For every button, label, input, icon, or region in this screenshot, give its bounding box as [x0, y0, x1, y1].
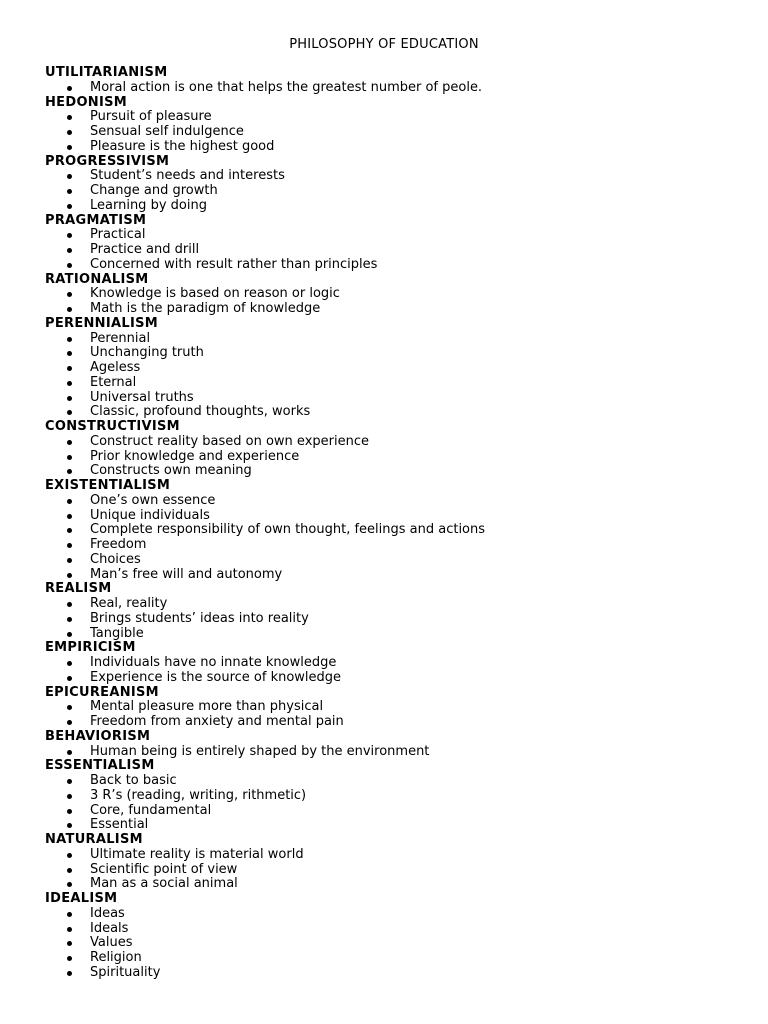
section-heading: PROGRESSIVISM	[45, 153, 170, 169]
bullet-icon	[67, 514, 72, 519]
list-item-text: Complete responsibility of own thought, feelings and actions	[90, 522, 486, 538]
list-item	[45, 140, 745, 155]
bullet-icon	[67, 971, 72, 976]
bullet-list	[45, 435, 745, 479]
bullet-list	[45, 597, 745, 641]
list-item-text: Real, reality	[90, 596, 168, 611]
bullet-list	[45, 228, 745, 272]
list-item	[45, 509, 745, 524]
list-item-text: Student’s needs and interests	[90, 168, 285, 184]
list-item	[45, 125, 745, 140]
bullet-icon	[67, 809, 72, 814]
list-item	[45, 671, 745, 686]
bullet-icon	[67, 558, 72, 563]
list-item-text: Classic, profound thoughts, works	[90, 404, 311, 420]
list-item	[45, 243, 745, 258]
bullet-icon	[67, 941, 72, 946]
philosophy-section	[45, 214, 745, 273]
list-item-text: Prior knowledge and experience	[90, 448, 300, 464]
list-item-text: Freedom	[90, 537, 147, 552]
list-item-text: Unique individuals	[90, 507, 210, 523]
list-item-text: Moral action is one that helps the greatest number of peole.	[90, 79, 483, 95]
bullet-list	[45, 907, 745, 981]
list-item	[45, 450, 745, 465]
bullet-icon	[67, 853, 72, 858]
list-item	[45, 464, 745, 479]
list-item-text: Sensual self indulgence	[90, 124, 244, 139]
bullet-list	[45, 494, 745, 583]
list-item	[45, 936, 745, 951]
list-item	[45, 376, 745, 391]
section-heading: PRAGMATISM	[45, 212, 147, 228]
list-item-text: Values	[90, 935, 133, 951]
list-item-text: Change and growth	[90, 183, 218, 198]
list-item	[45, 332, 745, 347]
bullet-icon	[67, 720, 72, 725]
list-item	[45, 966, 745, 981]
philosophy-section	[45, 66, 745, 96]
bullet-icon	[67, 528, 72, 533]
list-item	[45, 656, 745, 671]
list-item-text: Construct reality based on own experience	[90, 433, 369, 449]
bullet-icon	[67, 779, 72, 784]
list-item	[45, 169, 745, 184]
bullet-icon	[67, 115, 72, 120]
philosophy-section	[45, 317, 745, 420]
bullet-icon	[67, 174, 72, 179]
list-item-text: Man as a social animal	[90, 876, 238, 892]
list-item	[45, 302, 745, 317]
bullet-list	[45, 700, 745, 730]
section-heading: PERENNIALISM	[45, 315, 158, 331]
bullet-icon	[67, 882, 72, 887]
philosophy-section	[45, 833, 745, 892]
bullet-icon	[67, 602, 72, 607]
list-item	[45, 184, 745, 199]
philosophy-section	[45, 730, 745, 760]
list-item	[45, 361, 745, 376]
list-item	[45, 804, 745, 819]
list-item-text: Perennial	[90, 330, 151, 346]
list-item	[45, 110, 745, 125]
bullet-list	[45, 169, 745, 213]
section-heading: EXISTENTIALISM	[45, 478, 171, 493]
section-heading: IDEALISM	[45, 891, 118, 906]
bullet-icon	[67, 632, 72, 637]
list-item-text: Spirituality	[90, 964, 161, 980]
list-item	[45, 818, 745, 833]
list-item-text: Practice and drill	[90, 242, 200, 257]
bullet-icon	[67, 351, 72, 356]
bullet-icon	[67, 307, 72, 312]
section-heading: UTILITARIANISM	[45, 65, 168, 80]
list-item	[45, 745, 745, 760]
bullet-icon	[67, 145, 72, 150]
list-item	[45, 287, 745, 302]
list-item	[45, 877, 745, 892]
list-item	[45, 848, 745, 863]
list-item-text: Pursuit of pleasure	[90, 109, 212, 125]
bullet-icon	[67, 927, 72, 932]
bullet-list	[45, 332, 745, 421]
philosophy-section	[45, 582, 745, 641]
bullet-icon	[67, 233, 72, 238]
list-item-text: Pleasure is the highest good	[90, 138, 275, 154]
list-item-text: Constructs own meaning	[90, 463, 252, 479]
section-heading: RATIONALISM	[45, 271, 149, 287]
list-item	[45, 391, 745, 406]
list-item	[45, 715, 745, 730]
document-title: PHILOSOPHY OF EDUCATION	[289, 37, 479, 52]
list-item-text: Human being is entirely shaped by the environment	[90, 743, 430, 759]
list-item	[45, 612, 745, 627]
bullet-icon	[67, 410, 72, 415]
list-item	[45, 199, 745, 214]
list-item-text: Religion	[90, 950, 142, 965]
list-item	[45, 922, 745, 937]
bullet-icon	[67, 573, 72, 578]
philosophy-section	[45, 686, 745, 730]
list-item-text: Learning by doing	[90, 197, 207, 213]
list-item-text: Choices	[90, 551, 141, 567]
philosophy-section	[45, 155, 745, 214]
bullet-icon	[67, 617, 72, 622]
list-item-text: Unchanging truth	[90, 345, 204, 361]
list-item-text: Essential	[90, 817, 149, 833]
philosophy-section	[45, 420, 745, 479]
list-item	[45, 907, 745, 922]
bullet-icon	[67, 292, 72, 297]
section-heading: HEDONISM	[45, 94, 128, 110]
list-item	[45, 700, 745, 715]
list-item-text: Ideals	[90, 920, 129, 936]
section-heading: EMPIRICISM	[45, 640, 136, 656]
bullet-list	[45, 745, 745, 760]
section-heading: ESSENTIALISM	[45, 758, 155, 774]
bullet-icon	[67, 868, 72, 873]
bullet-icon	[67, 381, 72, 386]
list-item-text: Individuals have no innate knowledge	[90, 655, 337, 670]
list-item-text: Core, fundamental	[90, 802, 212, 818]
list-item	[45, 494, 745, 509]
bullet-icon	[67, 661, 72, 666]
section-heading: NATURALISM	[45, 832, 143, 847]
list-item	[45, 627, 745, 642]
list-item	[45, 951, 745, 966]
bullet-icon	[67, 263, 72, 268]
list-item	[45, 435, 745, 450]
list-item-text: Experience is the source of knowledge	[90, 669, 342, 685]
list-item	[45, 523, 745, 538]
bullet-icon	[67, 823, 72, 828]
list-item	[45, 553, 745, 568]
bullet-list	[45, 287, 745, 317]
bullet-icon	[67, 337, 72, 342]
list-item-text: One’s own essence	[90, 492, 216, 508]
bullet-icon	[67, 794, 72, 799]
list-item	[45, 81, 745, 96]
list-item	[45, 863, 745, 878]
section-heading: REALISM	[45, 581, 112, 597]
list-item-text: Freedom from anxiety and mental pain	[90, 714, 344, 729]
bullet-icon	[67, 912, 72, 917]
bullet-list	[45, 110, 745, 154]
bullet-list	[45, 656, 745, 686]
bullet-icon	[67, 396, 72, 401]
list-item-text: Man’s free will and autonomy	[90, 566, 283, 582]
list-item-text: Math is the paradigm of knowledge	[90, 301, 321, 316]
bullet-icon	[67, 455, 72, 460]
bullet-icon	[67, 676, 72, 681]
list-item-text: Concerned with result rather than principles	[90, 256, 378, 272]
philosophy-list	[45, 66, 745, 981]
bullet-icon	[67, 705, 72, 710]
list-item	[45, 774, 745, 789]
section-heading: CONSTRUCTIVISM	[45, 419, 180, 434]
philosophy-section	[45, 273, 745, 317]
list-item-text: Ideas	[90, 905, 125, 921]
list-item	[45, 405, 745, 420]
list-item-text: 3 R’s (reading, writing, rithmetic)	[90, 787, 307, 803]
bullet-icon	[67, 469, 72, 474]
bullet-icon	[67, 204, 72, 209]
philosophy-section	[45, 759, 745, 833]
section-heading: BEHAVIORISM	[45, 728, 151, 744]
philosophy-section	[45, 96, 745, 155]
list-item	[45, 258, 745, 273]
bullet-icon	[67, 86, 72, 91]
philosophy-section	[45, 479, 745, 582]
list-item	[45, 228, 745, 243]
section-heading: EPICUREANISM	[45, 684, 159, 700]
list-item-text: Back to basic	[90, 773, 177, 788]
philosophy-section	[45, 641, 745, 685]
list-item	[45, 597, 745, 612]
bullet-icon	[67, 440, 72, 445]
bullet-list	[45, 774, 745, 833]
bullet-icon	[67, 750, 72, 755]
list-item	[45, 789, 745, 804]
list-item-text: Mental pleasure more than physical	[90, 699, 324, 715]
bullet-icon	[67, 130, 72, 135]
bullet-icon	[67, 499, 72, 504]
bullet-list	[45, 848, 745, 892]
list-item-text: Practical	[90, 227, 146, 243]
list-item	[45, 538, 745, 553]
list-item-text: Eternal	[90, 374, 137, 390]
bullet-icon	[67, 366, 72, 371]
list-item-text: Ageless	[90, 360, 141, 375]
bullet-list	[45, 81, 745, 96]
list-item	[45, 568, 745, 583]
list-item	[45, 346, 745, 361]
list-item-text: Knowledge is based on reason or logic	[90, 286, 340, 302]
bullet-icon	[67, 189, 72, 194]
bullet-icon	[67, 248, 72, 253]
list-item-text: Brings students’ ideas into reality	[90, 610, 309, 626]
philosophy-section	[45, 892, 745, 981]
bullet-icon	[67, 543, 72, 548]
list-item-text: Tangible	[90, 625, 144, 641]
list-item-text: Scientific point of view	[90, 861, 238, 877]
bullet-icon	[67, 956, 72, 961]
list-item-text: Ultimate reality is material world	[90, 846, 304, 862]
list-item-text: Universal truths	[90, 389, 194, 405]
